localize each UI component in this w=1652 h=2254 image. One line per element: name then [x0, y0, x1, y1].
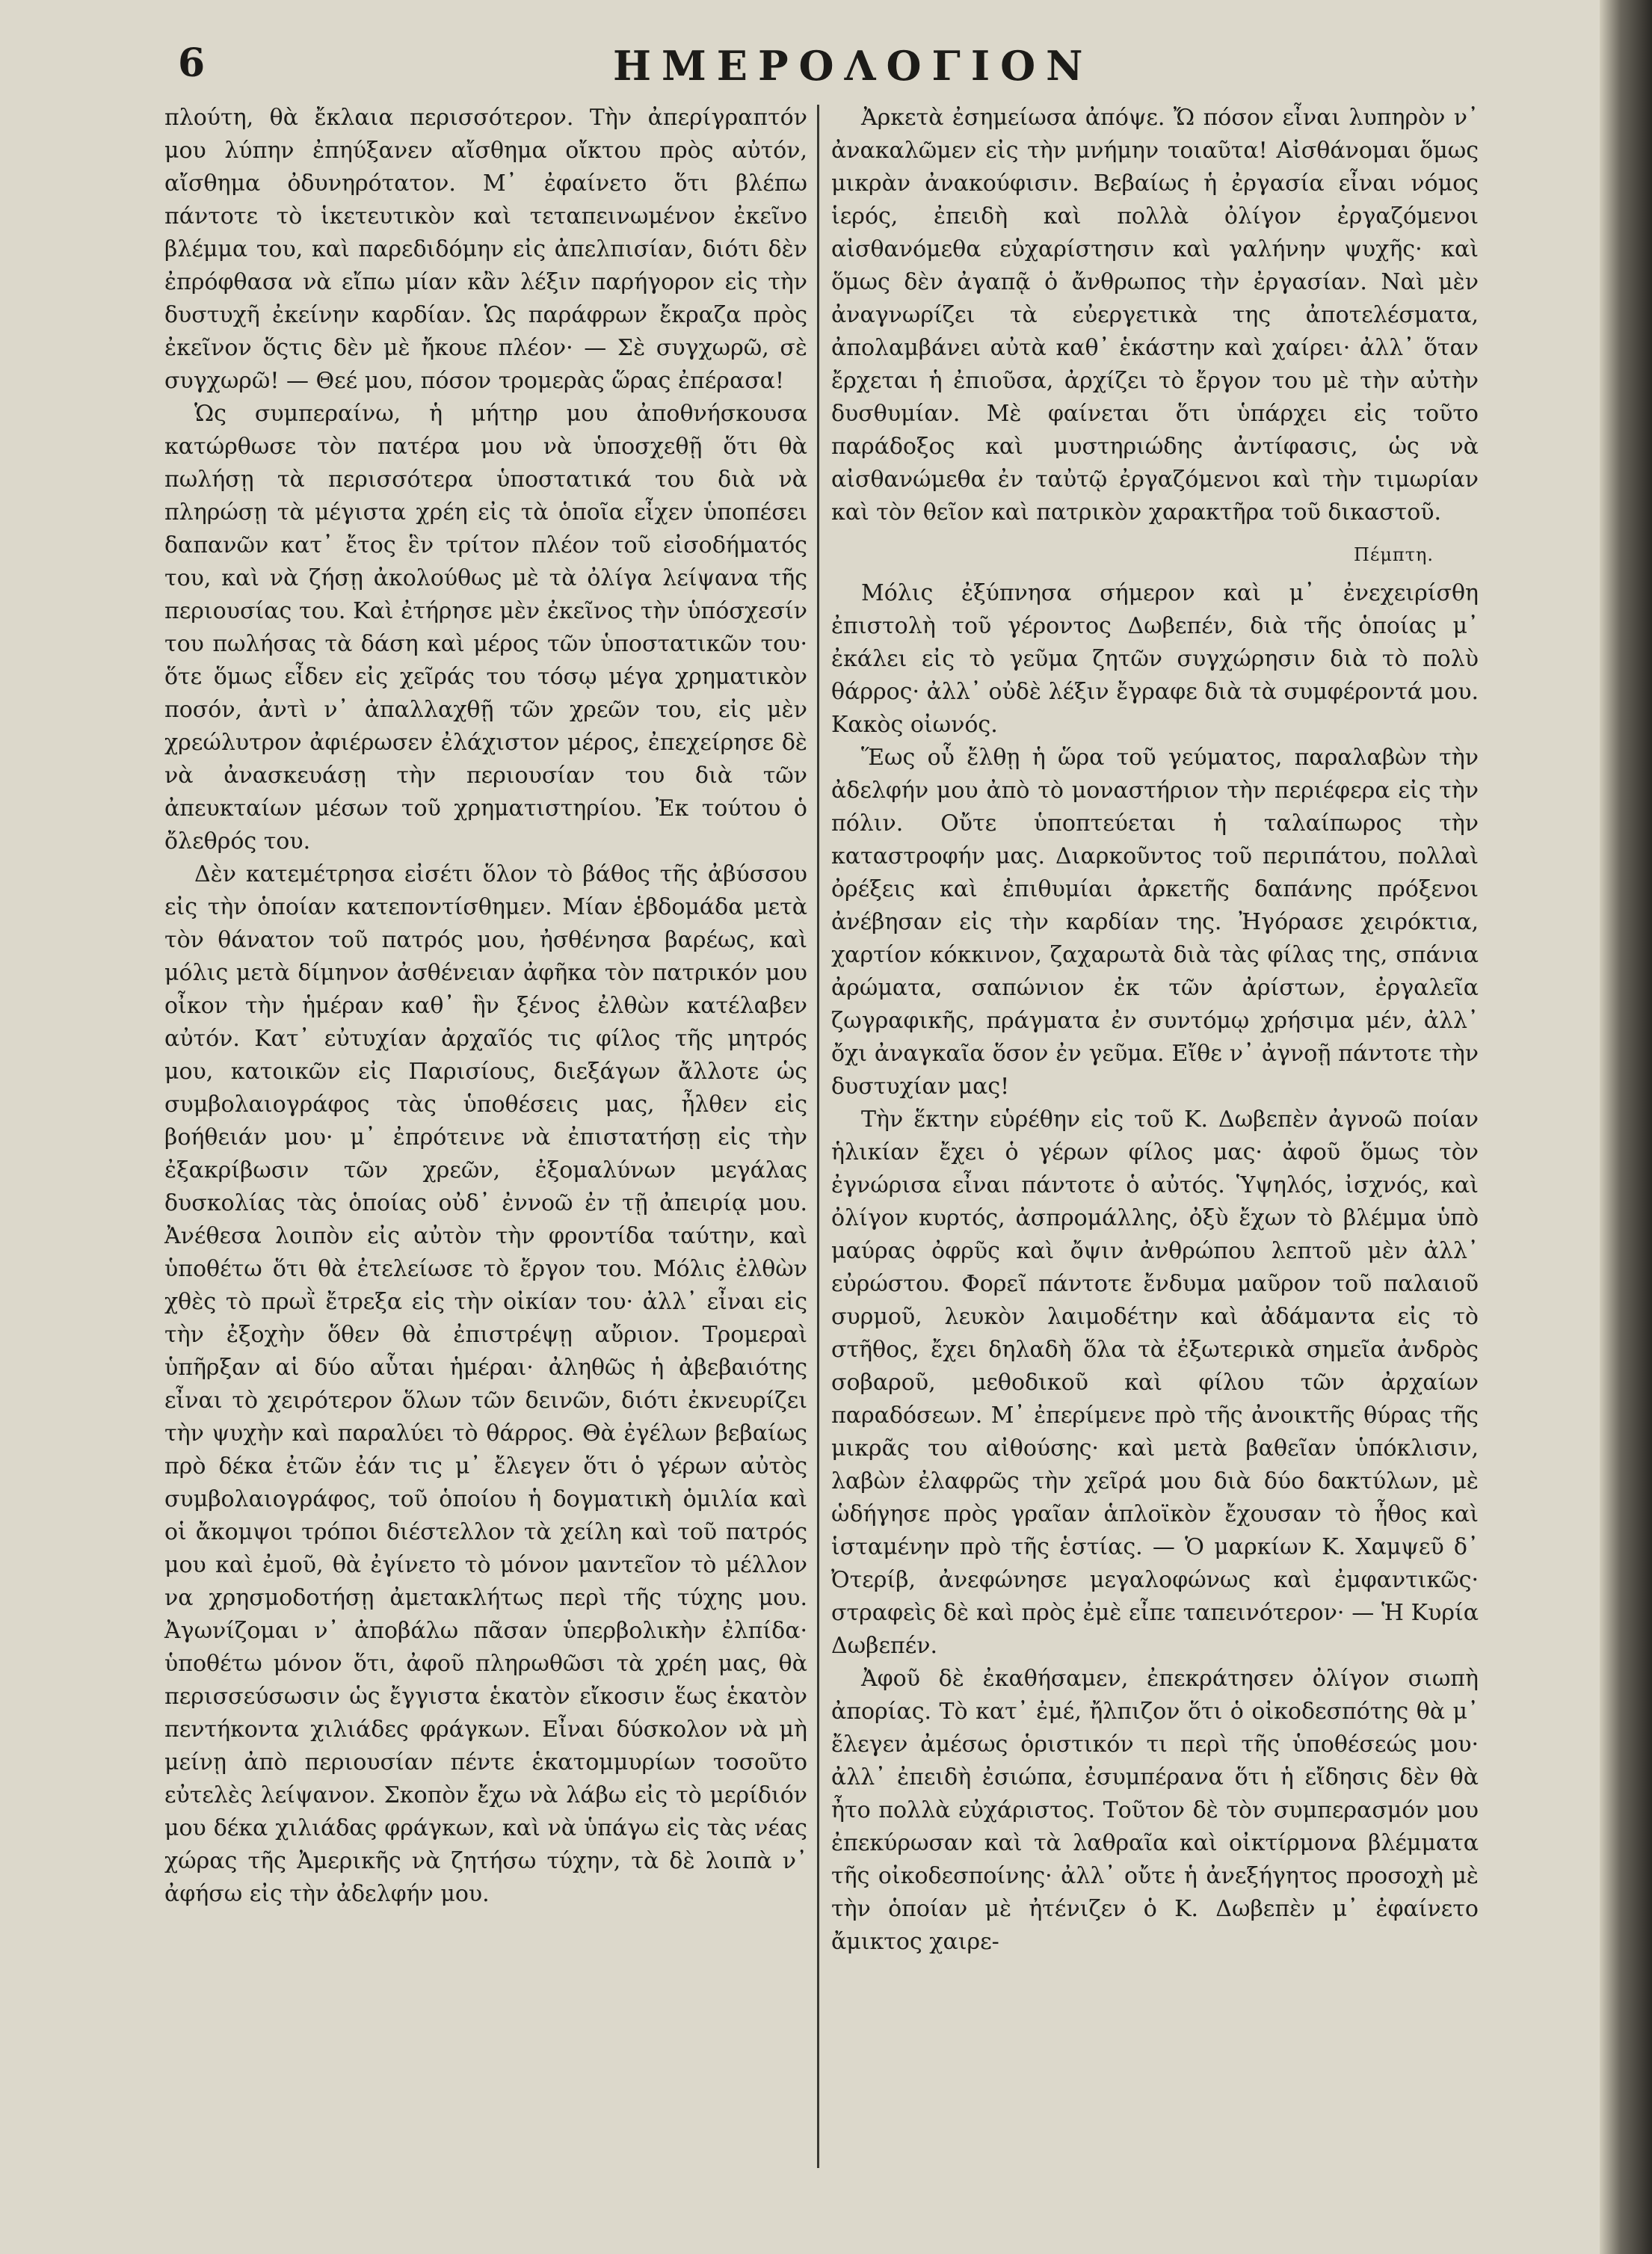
paragraph: Δὲν κατεμέτρησα εἰσέτι ὅλον τὸ βάθος τῆς ἀβύσσου εἰς τὴν ὁποίαν κατεποντίσθημεν. Μίαν ἑβδομάδα μετὰ τὸν θάνατον τοῦ πατρός μου, ἠσθένησα βαρέως, καὶ μόλις μετὰ δίμηνον ἀσθένειαν ἀφῆκα τὸν πατρικόν μου οἶκον τὴν ἡμέραν καθ᾿ ἣν ξένος ἐλθὼν κατέλαβεν αὐτόν. Κατ᾿ εὐτυχίαν ἀρχαῖός τις φίλος τῆς μητρός μου, κατοικῶν εἰς Παρισίους, διεξάγων ἄλλοτε ὡς συμβολαιογράφος τὰς ὑποθέσεις μας, ἦλθεν εἰς βοήθειάν μου· μ᾿ ἐπρότεινε νὰ ἐπιστατήσῃ εἰς τὴν ἐξακρίβωσιν τῶν χρεῶν, ἐξομαλύνων μεγάλας δυσκολίας τὰς ὁποίας οὐδ᾿ ἐννοῶ ἐν τῇ ἀπειρίᾳ μου. Ἀνέθεσα λοιπὸν εἰς αὐτὸν τὴν φροντίδα ταύτην, καὶ ὑποθέτω ὅτι θὰ ἐτελείωσε τὸ ἔργον του. Μόλις ἐλθὼν χθὲς τὸ πρωῒ ἔτρεξα εἰς τὴν οἰκίαν του· ἀλλ᾿ εἶναι εἰς τὴν ἐξοχὴν ὅθεν θὰ ἐπιστρέψῃ αὔριον. Τρομεραὶ ὑπῆρξαν αἱ δύο αὗται ἡμέραι· ἀληθῶς ἡ ἀβεβαιότης εἶναι τὸ χειρότερον ὅλων τῶν δεινῶν, διότι ἐκνευρίζει τὴν ψυχὴν καὶ παραλύει τὸ θάρρος. Θὰ ἐγέλων βεβαίως πρὸ δέκα ἐτῶν ἐάν τις μ᾿ ἔλεγεν ὅτι ὁ γέρων αὐτὸς συμβολαιογράφος, τοῦ ὁποίου ἡ δογματικὴ ὁμιλία καὶ οἱ ἄκομψοι τρόποι διέστελλον τὰ χείλη καὶ τοῦ πατρός μου καὶ ἐμοῦ, θὰ ἐγίνετο τὸ μόνον μαντεῖον τὸ μέλλον να χρησμοδοτήσῃ ἀμετακλήτως περὶ τῆς τύχης μου. Ἀγωνίζομαι ν᾿ ἀποβάλω πᾶσαν ὑπερβολικὴν ἐλπίδα· ὑποθέτω μόνον ὅτι, ἀφοῦ πληρωθῶσι τὰ χρέη μας, θὰ περισσεύσωσιν ὡς ἔγγιστα ἑκατὸν εἴκοσιν ἕως ἑκατὸν πεντήκοντα χιλιάδες φράγκων. Εἶναι δύσκολον νὰ μὴ μείνῃ ἀπὸ περιουσίαν πέντε ἑκατομμυρίων τοσοῦτο εὐτελὲς λείψανον. Σκοπὸν ἔχω νὰ λάβω εἰς τὸ μερίδιόν μου δέκα χιλιάδας φράγκων, καὶ νὰ ὑπάγω εἰς τὰς νέας χώρας τῆς Ἀμερικῆς νὰ ζητήσω τύχην, τὰ δὲ λοιπὰ ν᾿ ἀφήσω εἰς τὴν ἀδελφήν μου.	[164, 861, 807, 1907]
right-column	[831, 102, 1479, 1959]
scan-edge	[1600, 0, 1652, 2254]
paragraph: Μόλις ἐξύπνησα σήμερον καὶ μ᾿ ἐνεχειρίσθη ἐπιστολὴ τοῦ γέροντος Δωβεπέν, διὰ τῆς ὁποίας μ᾿ ἐκάλει εἰς τὸ γεῦμα ζητῶν συγχώρησιν διὰ τὸ πολὺ θάρρος· ἀλλ᾿ οὐδὲ λέξιν ἔγραφε διὰ τὰ συμφέροντά μου. Κακὸς οἰωνός.	[831, 580, 1479, 738]
running-title: ΗΜΕΡΟΛΟΓΙΟΝ	[613, 42, 1094, 90]
column-divider	[817, 105, 819, 2168]
paragraph: Ἀφοῦ δὲ ἐκαθήσαμεν, ἐπεκράτησεν ὀλίγον σιωπὴ ἀπορίας. Τὸ κατ᾿ ἐμέ, ἤλπιζον ὅτι ὁ οἰκοδεσπότης θὰ μ᾿ ἔλεγεν ἀμέσως ὁριστικόν τι περὶ τῆς ὑποθέσεώς μου· ἀλλ᾿ ἐπειδὴ ἐσιώπα, ἐσυμπέρανα ὅτι ἡ εἴδησις δὲν θὰ ἦτο πολλὰ εὐχάριστος. Τοῦτον δὲ τὸν συμπερασμόν μου ἐπεκύρωσαν καὶ τὰ λαθραῖα καὶ οἰκτίρμονα βλέμματα τῆς οἰκοδεσποίνης· ἀλλ᾿ οὔτε ἡ ἀνεξήγητος προσοχὴ μὲ τὴν ὁποίαν μὲ ἠτένιζεν ὁ Κ. Δωβεπὲν μ᾿ ἐφαίνετο ἄμικτος χαιρε-	[831, 1666, 1479, 1955]
paragraph: Ὡς συμπεραίνω, ἡ μήτηρ μου ἀποθνήσκουσα κατώρθωσε τὸν πατέρα μου νὰ ὑποσχεθῇ ὅτι θὰ πωλήσῃ τὰ περισσότερα ὑποστατικά του διὰ νὰ πληρώσῃ τὰ μέγιστα χρέη εἰς τὰ ὁποῖα εἶχεν ὑποπέσει δαπανῶν κατ᾿ ἔτος ἓν τρίτον πλέον τοῦ εἰσοδήματός του, καὶ νὰ ζήσῃ ἀκολούθως μὲ τὰ ὀλίγα λείψανα τῆς περιουσίας του. Καὶ ἐτήρησε μὲν ἐκεῖνος τὴν ὑπόσχεσίν του πωλήσας τὰ δάση καὶ μέρος τῶν ὑποστατικῶν του· ὅτε ὅμως εἶδεν εἰς χεῖράς του τόσῳ μέγα χρηματικὸν ποσόν, ἀντὶ ν᾿ ἀπαλλαχθῇ τῶν χρεῶν του, εἰς μὲν χρεώλυτρον ἀφιέρωσεν ἐλάχιστον μέρος, ἐπεχείρησε δὲ νὰ ἀνασκευάσῃ τὴν περιουσίαν του διὰ τῶν ἀπευκταίων μέσων τοῦ χρηματιστηρίου. Ἐκ τούτου ὁ ὄλεθρός του.	[164, 401, 807, 855]
dateline: Πέμπτη.	[1353, 544, 1434, 565]
paragraph: Τὴν ἕκτην εὑρέθην εἰς τοῦ Κ. Δωβεπὲν ἀγνοῶ ποίαν ἡλικίαν ἔχει ὁ γέρων φίλος μας· ἀφοῦ ὅμως τὸν ἐγνώρισα εἶναι πάντοτε ὁ αὐτός. Ὑψηλός, ἰσχνός, καὶ ὀλίγον κυρτός, ἀσπρομάλλης, ὀξὺ ἔχων τὸ βλέμμα ὑπὸ μαύρας ὀφρῦς καὶ ὄψιν ἀνθρώπου λεπτοῦ μὲν ἀλλ᾿ εὐρώστου. Φορεῖ πάντοτε ἔνδυμα μαῦρον τοῦ παλαιοῦ συρμοῦ, λευκὸν λαιμοδέτην καὶ ἀδάμαντα εἰς τὸ στῆθος, ἔχει δηλαδὴ ὅλα τὰ ἐξωτερικὰ σημεῖα ἀνδρὸς σοβαροῦ, μεθοδικοῦ καὶ φίλου τῶν ἀρχαίων παραδόσεων. Μ᾿ ἐπερίμενε πρὸ τῆς ἀνοικτῆς θύρας τῆς μικρᾶς του αἰθούσης· καὶ μετὰ βαθεῖαν ὑπόκλισιν, λαβὼν ἐλαφρῶς τὴν χεῖρά μου διὰ δύο δακτύλων, μὲ ὡδήγησε πρὸς γραῖαν ἁπλοϊκὸν ἔχουσαν τὸ ἦθος καὶ ἱσταμένην πρὸ τῆς ἑστίας. — Ὁ μαρκίων Κ. Χαμψεῦ δ᾿ Ὀτερίβ, ἀνεφώνησε μεγαλοφώνως καὶ ἐμφαντικῶς· στραφεὶς δὲ καὶ πρὸς ἐμὲ εἶπε ταπεινότερον· — Ἡ Κυρία Δωβεπέν.	[831, 1106, 1479, 1659]
left-column	[164, 102, 807, 1911]
page-number: 6	[178, 40, 207, 86]
paragraph: Ἀρκετὰ ἐσημείωσα ἀπόψε. Ὤ πόσον εἶναι λυπηρὸν ν᾿ ἀνακαλῶμεν εἰς τὴν μνήμην τοιαῦτα! Αἰσθάνομαι ὅμως μικρὰν ἀνακούφισιν. Βεβαίως ἡ ἐργασία εἶναι νόμος ἱερός, ἐπειδὴ καὶ πολλὰ ὀλίγον ἐργαζόμενοι αἰσθανόμεθα εὐχαρίστησιν καὶ γαλήνην ψυχῆς· καὶ ὅμως δὲν ἀγαπᾷ ὁ ἄνθρωπος τὴν ἐργασίαν. Ναὶ μὲν ἀναγνωρίζει τὰ εὐεργετικὰ της ἀποτελέσματα, ἀπολαμβάνει αὐτὰ καθ᾿ ἑκάστην καὶ χαίρει· ἀλλ᾿ ὅταν ἔρχεται ἡ ἐπιοῦσα, ἀρχίζει τὸ ἔργον του μὲ τὴν αὐτὴν δυσθυμίαν. Μὲ φαίνεται ὅτι ὑπάρχει εἰς τοῦτο παράδοξος καὶ μυστηριώδης ἀντίφασις, ὡς νὰ αἰσθανώμεθα ἐν ταὐτῷ ἐργαζόμενοι καὶ τὴν τιμωρίαν καὶ τὸν θεῖον καὶ πατρικὸν χαρακτῆρα τοῦ δικαστοῦ.	[831, 105, 1479, 526]
page-header	[0, 30, 1600, 97]
paragraph: πλούτη, θὰ ἔκλαια περισσότερον. Τὴν ἀπερίγραπτόν μου λύπην ἐπηύξανεν αἴσθημα οἴκτου πρὸς αὐτόν, αἴσθημα ὀδυνηρότατον. Μ᾿ ἐφαίνετο ὅτι βλέπω πάντοτε τὸ ἱκετευτικὸν καὶ τεταπεινωμένον ἐκεῖνο βλέμμα του, καὶ παρεδιδόμην εἰς ἀπελπισίαν, διότι δὲν ἐπρόφθασα νὰ εἴπω μίαν κἂν λέξιν παρήγορον εἰς τὴν δυστυχῆ ἐκείνην καρδίαν. Ὡς παράφρων ἔκραζα πρὸς ἐκεῖνον ὅςτις δὲν μὲ ἤκουε πλέον· — Σὲ συγχωρῶ, σὲ συγχωρῶ! — Θεέ μου, πόσον τρομερὰς ὥρας ἐπέρασα!	[164, 105, 807, 394]
paragraph: Ἕως οὗ ἔλθῃ ἡ ὥρα τοῦ γεύματος, παραλαβὼν τὴν ἀδελφήν μου ἀπὸ τὸ μοναστήριον τὴν περιέφερα εἰς τὴν πόλιν. Οὔτε ὑποπτεύεται ἡ ταλαίπωρος τὴν καταστροφήν μας. Διαρκοῦντος τοῦ περιπάτου, πολλαὶ ὀρέξεις καὶ ἐπιθυμίαι ἀρκετῆς δαπάνης πρόξενοι ἀνέβησαν εἰς τὴν καρδίαν της. Ἠγόρασε χειρόκτια, χαρτίον κόκκινον, ζαχαρωτὰ διὰ τὰς φίλας της, σπάνια ἀρώματα, σαπώνιον ἐκ τῶν ἀρίστων, ἐργαλεῖα ζωγραφικῆς, πράγματα ἐν συντόμῳ χρήσιμα μέν, ἀλλ᾿ ὄχι ἀναγκαῖα ὅσον ἐν γεῦμα. Εἴθε ν᾿ ἀγνοῇ πάντοτε τὴν δυστυχίαν μας!	[831, 745, 1479, 1100]
